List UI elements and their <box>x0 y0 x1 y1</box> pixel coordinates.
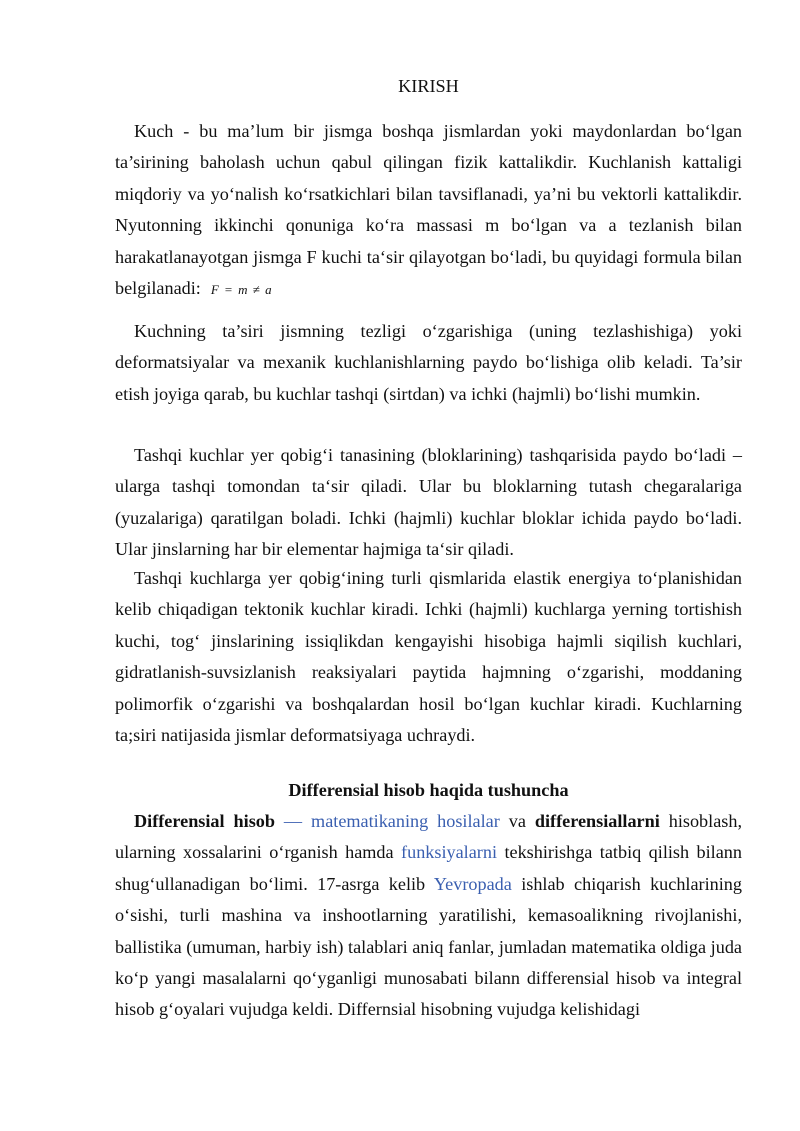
formula: F = m ≠ a <box>210 282 273 298</box>
paragraph-external-forces: Tashqi kuchlar yer qobig‘i tanasining (bloklarining) tashqarisida paydo bo‘ladi – ularga tashqi tomondan ta‘sir qiladi. Ular bu bloklarning tutash chegaralariga (yuzalariga) qaratilgan boladi. Ichki (hajmli) kuchlar bloklar ichida paydo bo‘ladi. Ular jinslarning har bir elementar hajmiga ta‘sir qiladi. <box>115 445 742 560</box>
term-differential-calculus: Differensial hisob <box>134 811 275 831</box>
link-functions[interactable]: funksiyalarni <box>401 842 498 863</box>
dash: — <box>274 811 312 831</box>
text-fragment: ishlab chiqarish kuchlarining o‘sishi, turli mashina va inshootlarning yaratilishi, kemasoalikning rivojlanishi, ballistika (umuman, harbiy ish) talablari aniq fanlar, jumladan matematika oldiga juda ko‘p yangi masalalarni qo‘yganligi munosabati bilann differensial hisob va integral hisob g‘oyalari vujudga keldi. Differnsial hisobning vujudga kelishidagi <box>115 873 742 1020</box>
term-differentials: differensiallarni <box>534 811 660 831</box>
paragraph-force-effects: Kuchning ta’siri jismning tezligi o‘zgarishiga (uning tezlashishiga) yoki deformatsiyalar va mexanik kuchlanishlarning paydo bo‘lishiga olib keladi. Ta’sir etish joyiga qarab, bu kuchlar tashqi (sirtdan) va ichki (hajmli) bo‘lishi mumkin. <box>115 321 742 404</box>
text-fragment: tekshirishga tatbiq qilish bilann shug‘ullanadigan bo‘limi. 17-asrga kelib <box>115 842 742 894</box>
text-fragment: va <box>499 811 535 831</box>
link-europe[interactable]: Yevropada <box>433 873 512 894</box>
section-subtitle: Differensial hisob haqida tushuncha <box>288 780 569 800</box>
paragraph-force-definition <box>115 116 742 305</box>
section-title: KIRISH <box>398 76 459 96</box>
text-fragment: hisoblash, ularning xossalarini o‘rganish hamda <box>115 811 742 863</box>
paragraph-differential-calculus <box>115 806 742 1026</box>
link-derivatives[interactable]: matematikaning hosilalar <box>311 811 500 831</box>
paragraph-text: Kuch - bu ma’lum bir jismga boshqa jismlardan yoki maydonlardan bo‘lgan ta’sirining baholash uchun qabul qilingan fizik kattalikdir. Kuchlanish kattaligi miqdoriy va yo‘nalish ko‘rsatkichlari bilan tavsiflanadi, ya’ni bu vektorli kattalikdir. Nyutonning ikkinchi qonuniga ko‘ra massasi m bo‘lgan va a tezlanish bilan harakatlanayotgan jismga F kuchi ta‘sir qilayotgan bo‘ladi, bu quyidagi formula bilan belgilanadi: <box>115 121 742 299</box>
paragraph-tectonic-forces: Tashqi kuchlarga yer qobig‘ining turli qismlarida elastik energiya to‘planishidan kelib chiqadigan tektonik kuchlar kiradi. Ichki (hajmli) kuchlarga yerning tortishish kuchi, tog‘ jinslarining issiqlikdan kengayishi hisobiga hajmli siqilish kuchlari, gidratlanish-suvsizlanish reaksiyalari paytida hajmning o‘zgarishi, moddaning polimorfik o‘zgarishi va boshqalardan hosil bo‘lgan kuchlar kiradi. Kuchlarning ta;siri natijasida jismlar deformatsiyaga uchraydi. <box>115 568 742 746</box>
